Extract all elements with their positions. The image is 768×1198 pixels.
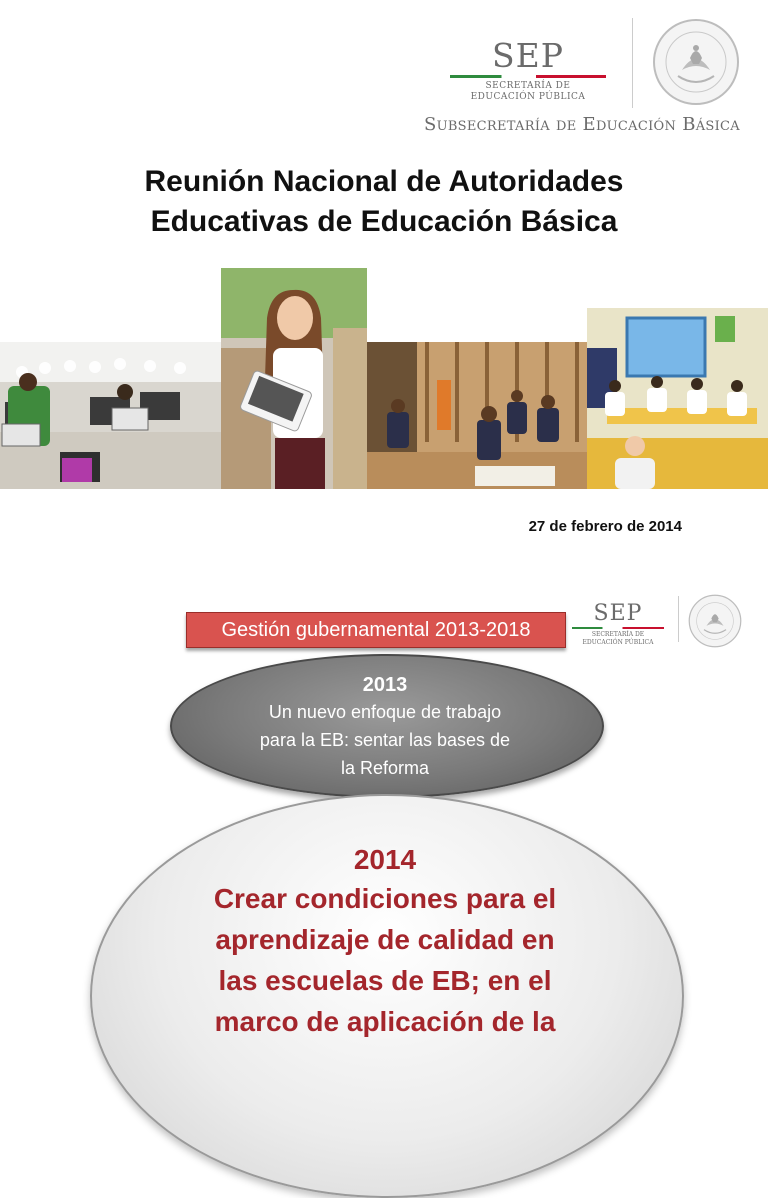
oval-2013-line1: Un nuevo enfoque de trabajo [268, 702, 502, 722]
classroom-photo-3 [587, 308, 768, 489]
classroom-photo-2 [367, 342, 587, 489]
sep-logo-small-text: SEP [593, 601, 643, 626]
national-seal-icon [652, 18, 740, 106]
oval-2014-text [130, 842, 640, 1042]
sep-flag-line-small [572, 627, 664, 629]
oval-2013-year: 2013 [362, 674, 408, 696]
classroom-photo-1 [0, 342, 221, 489]
sep-logo-text: SEP [492, 36, 564, 75]
oval-2013-line2: para la EB: sentar las bases de [259, 730, 511, 750]
presentation-date: 27 de febrero de 2014 [528, 518, 682, 535]
oval-2014-line3: las escuelas de EB; en el [218, 965, 552, 996]
oval-2013-text [200, 672, 570, 782]
oval-2013-line3: la Reforma [340, 758, 430, 778]
subsecretaria-label: Subsecretaría de Educación Básica [423, 114, 740, 135]
timeline-slide [0, 572, 768, 1037]
slide-header-banner: Gestión gubernamental 2013-2018 [186, 612, 566, 648]
sep-logo-line2: EDUCACIÓN PÚBLICA [470, 92, 586, 102]
national-seal-small-icon [688, 594, 742, 648]
oval-2014-line1: Crear condiciones para el [213, 883, 557, 914]
logo-divider [632, 18, 633, 108]
sep-logo-small [570, 602, 666, 650]
oval-2014-year: 2014 [353, 844, 417, 875]
sep-logo-small-line2: EDUCACIÓN PÚBLICA [582, 639, 654, 646]
sep-flag-line [450, 75, 606, 78]
title-slide [0, 0, 768, 560]
sep-logo [448, 38, 608, 110]
student-laptop-photo [221, 268, 367, 489]
title-line-1: Reunión Nacional de Autoridades [144, 165, 624, 198]
sep-logo-small-line1: SECRETARÍA DE [591, 631, 645, 638]
logo-divider-small [678, 596, 679, 642]
oval-2014-line4: marco de aplicación de la [214, 1006, 556, 1037]
title-line-2: Educativas de Educación Básica [150, 205, 618, 238]
sep-logo-line1: SECRETARÍA DE [485, 81, 571, 91]
slide-title [40, 162, 728, 242]
oval-2014-line2: aprendizaje de calidad en [215, 924, 555, 955]
